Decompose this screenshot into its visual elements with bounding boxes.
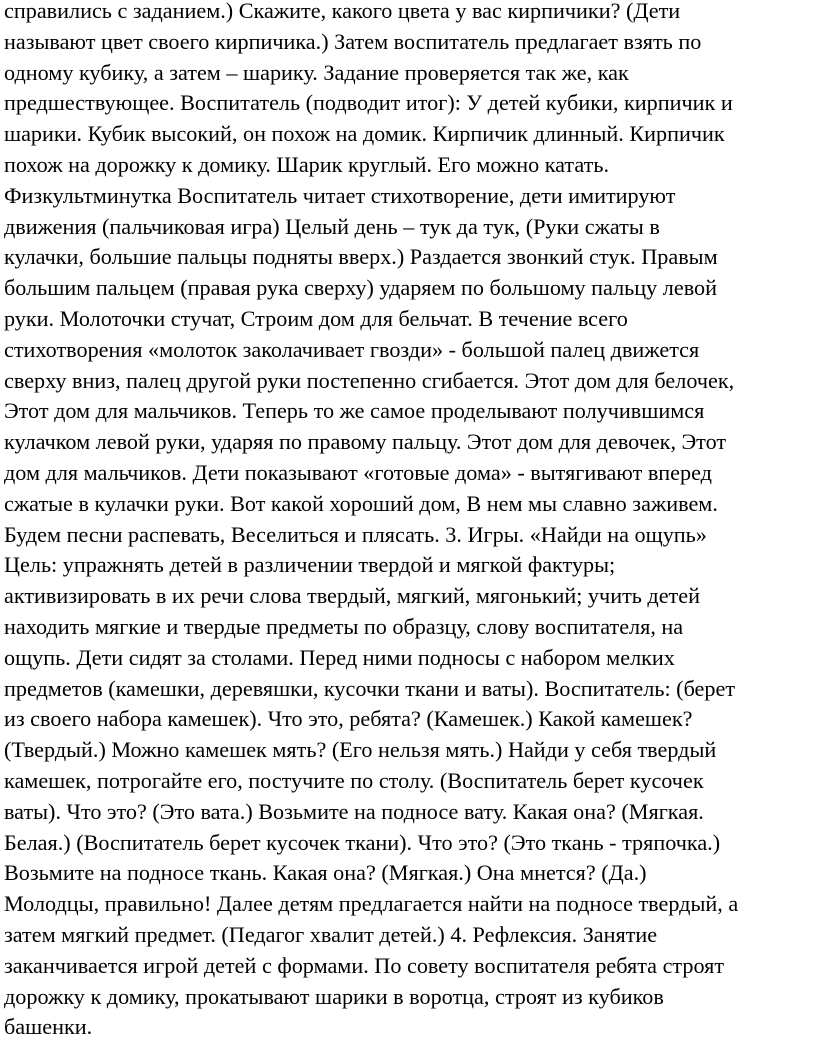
text-line: предметов (камешки, деревяшки, кусочки ткани и ваты). Воспитатель: (берет xyxy=(4,675,736,701)
text-line: руки. Молоточки стучат, Строим дом для бельчат. В течение всего xyxy=(4,305,628,331)
text-line: кулачком левой руки, ударяя по правому пальцу. Этот дом для девочек, Этот xyxy=(4,429,727,455)
text-line: дорожку к домику, прокатывают шарики в воротца, строят из кубиков xyxy=(4,983,664,1009)
text-line: башенки. xyxy=(4,1014,93,1040)
text-line: Физкультминутка Воспитатель читает стихотворение, дети имитируют xyxy=(4,182,676,208)
text-line: одному кубику, а затем – шарику. Задание проверяется так же, как xyxy=(4,59,629,85)
text-line: ваты). Что это? (Это вата.) Возьмите на подносе вату. Какая она? (Мягкая. xyxy=(4,798,704,824)
text-line: большим пальцем (правая рука сверху) ударяем по большому пальцу левой xyxy=(4,275,718,301)
text-line: сверху вниз, палец другой руки постепенно сгибается. Этот дом для белочек, xyxy=(4,367,735,393)
text-line: предшествующее. Воспитатель (подводит итог): У детей кубики, кирпичик и xyxy=(4,90,733,116)
text-line: камешек, потрогайте его, постучите по столу. (Воспитатель берет кусочек xyxy=(4,767,704,793)
text-line: Молодцы, правильно! Далее детям предлагается найти на подносе твердый, а xyxy=(4,891,739,917)
text-line: Белая.) (Воспитатель берет кусочек ткани). Что это? (Это ткань - тряпочка.) xyxy=(4,829,721,855)
text-line: справились с заданием.) Скажите, какого цвета у вас кирпичики? (Дети xyxy=(4,0,681,23)
text-line: находить мягкие и твердые предметы по образцу, слову воспитателя, на xyxy=(4,613,684,639)
text-line: затем мягкий предмет. (Педагог хвалит детей.) 4. Рефлексия. Занятие xyxy=(4,921,658,947)
text-line: похож на дорожку к домику. Шарик круглый. Его можно катать. xyxy=(4,151,610,177)
text-line: Будем песни распевать, Веселиться и плясать. 3. Игры. «Найди на ощупь» xyxy=(4,521,707,547)
text-line: заканчивается игрой детей с формами. По совету воспитателя ребята строят xyxy=(4,952,725,978)
text-line: дом для мальчиков. Дети показывают «готовые дома» - вытягивают вперед xyxy=(4,459,712,485)
body-text xyxy=(4,0,812,1043)
text-line: (Твердый.) Можно камешек мять? (Его нельзя мять.) Найди у себя твердый xyxy=(4,737,717,763)
text-line: Возьмите на подносе ткань. Какая она? (Мягкая.) Она мнется? (Да.) xyxy=(4,860,647,886)
text-line: активизировать в их речи слова твердый, мягкий, мягонький; учить детей xyxy=(4,583,700,609)
text-line: сжатые в кулачки руки. Вот какой хороший дом, В нем мы славно заживем. xyxy=(4,490,718,516)
text-line: стихотворения «молоток заколачивает гвозди» - большой палец движется xyxy=(4,336,700,362)
text-line: шарики. Кубик высокий, он похож на домик. Кирпичик длинный. Кирпичик xyxy=(4,121,725,147)
text-line: кулачки, большие пальцы подняты вверх.) Раздается звонкий стук. Правым xyxy=(4,244,718,270)
text-line: движения (пальчиковая игра) Целый день – тук да тук, (Руки сжаты в xyxy=(4,213,660,239)
text-line: называют цвет своего кирпичика.) Затем воспитатель предлагает взять по xyxy=(4,28,702,54)
text-line: из своего набора камешек). Что это, ребята? (Камешек.) Какой камешек? xyxy=(4,706,693,732)
text-line: Цель: упражнять детей в различении твердой и мягкой фактуры; xyxy=(4,552,616,578)
text-line: Этот дом для мальчиков. Теперь то же самое проделывают получившимся xyxy=(4,398,705,424)
text-line: ощупь. Дети сидят за столами. Перед ними подносы с набором мелких xyxy=(4,644,675,670)
